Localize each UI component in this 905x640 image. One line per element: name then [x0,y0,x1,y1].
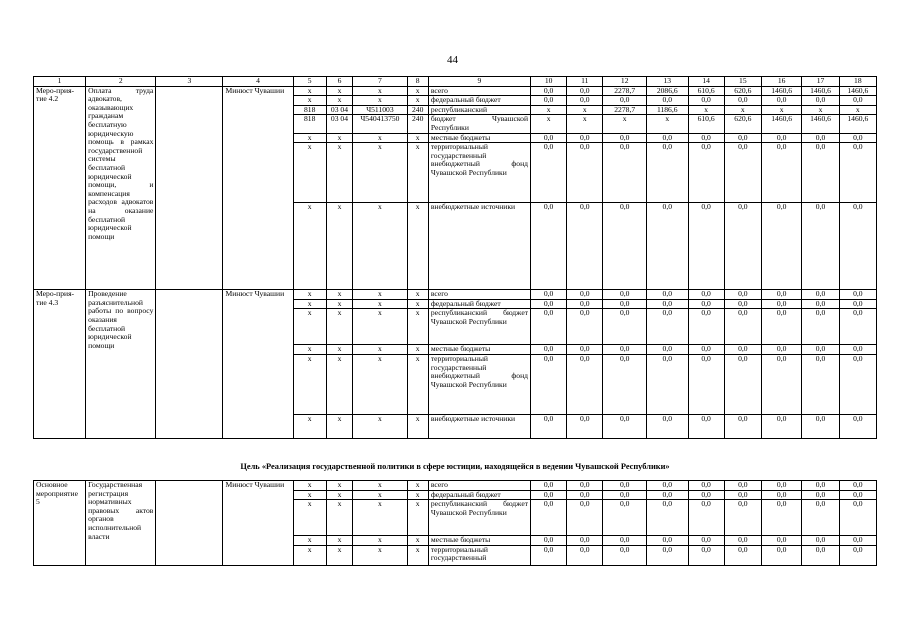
executor: Минюст Чувашии [223,86,293,290]
amount-cell: 0,0 [839,309,876,345]
amount-cell: 0,0 [567,354,603,414]
budget-code: x [326,345,353,355]
amount-cell: 0,0 [603,481,647,491]
budget-code: x [353,96,407,106]
amount-cell: x [802,105,839,115]
budget-code: x [407,299,428,309]
budget-code: x [326,299,353,309]
budget-table-bottom [33,480,877,566]
budget-code: 03 04 [326,115,353,133]
amount-cell: 0,0 [761,354,801,414]
goal-heading: Цель «Реализация государственной политики в сфере юстиции, находящейся в ведении Чувашской Республики» [240,462,670,471]
budget-table-top [33,76,877,439]
amount-cell: 0,0 [531,133,567,143]
amount-cell: 0,0 [724,490,761,500]
amount-cell: 0,0 [688,354,724,414]
budget-code: x [326,203,353,290]
amount-cell: 0,0 [647,536,689,546]
executor: Минюст Чувашии [223,481,293,566]
amount-cell: 0,0 [688,299,724,309]
amount-cell: 0,0 [688,309,724,345]
budget-code: x [293,299,326,309]
funding-source: внебюджетные источники [428,414,530,438]
budget-code: x [407,86,428,96]
amount-cell: 0,0 [761,481,801,491]
amount-cell: 0,0 [531,309,567,345]
amount-cell: 0,0 [688,133,724,143]
amount-cell: 620,6 [724,115,761,133]
funding-source: федеральный бюджет [428,96,530,106]
activity-goal [156,86,223,290]
budget-code: x [407,536,428,546]
funding-source: бюджет Чувашской Республики [428,115,530,133]
column-number: 3 [156,77,223,87]
budget-code: x [326,354,353,414]
budget-code: x [293,345,326,355]
amount-cell: 0,0 [802,500,839,536]
budget-code: x [326,490,353,500]
amount-cell: 0,0 [761,490,801,500]
budget-code: x [407,290,428,300]
activity-code: Меро-прия-тие 4.3 [34,290,86,439]
amount-cell: 0,0 [688,290,724,300]
amount-cell: 1460,6 [839,86,876,96]
budget-code: x [353,536,407,546]
budget-code: x [407,133,428,143]
amount-cell: 0,0 [761,500,801,536]
budget-code: x [293,545,326,565]
amount-cell: 0,0 [647,299,689,309]
budget-code: x [353,354,407,414]
budget-code: x [353,133,407,143]
amount-cell: 0,0 [603,203,647,290]
amount-cell: 0,0 [839,96,876,106]
amount-cell: 0,0 [603,414,647,438]
amount-cell: 0,0 [567,299,603,309]
amount-cell: 0,0 [724,290,761,300]
column-number: 13 [647,77,689,87]
amount-cell: 0,0 [802,545,839,565]
funding-source: внебюджетные источники [428,203,530,290]
amount-cell: 0,0 [761,414,801,438]
amount-cell: 1460,6 [761,86,801,96]
amount-cell: 0,0 [839,481,876,491]
amount-cell: x [761,105,801,115]
amount-cell: 0,0 [761,309,801,345]
amount-cell: 0,0 [647,490,689,500]
activity-goal [156,290,223,439]
amount-cell: 0,0 [567,500,603,536]
amount-cell: 0,0 [603,290,647,300]
column-number: 11 [567,77,603,87]
amount-cell: 1460,6 [839,115,876,133]
budget-code: x [326,500,353,536]
budget-code: x [407,500,428,536]
funding-source: республиканский бюджет Чувашской Республики [428,500,530,536]
budget-code: x [293,354,326,414]
funding-source: республиканский бюджет Чувашской Республики [428,309,530,345]
budget-code: x [407,481,428,491]
amount-cell: 0,0 [724,203,761,290]
amount-cell: 0,0 [531,481,567,491]
amount-cell: 0,0 [724,545,761,565]
budget-code: x [326,96,353,106]
amount-cell: 0,0 [802,96,839,106]
amount-cell: 0,0 [603,545,647,565]
column-number: 9 [428,77,530,87]
amount-cell: 0,0 [688,143,724,203]
amount-cell: 0,0 [761,536,801,546]
budget-code: Ч540413750 [353,115,407,133]
budget-code: x [407,354,428,414]
amount-cell: 0,0 [839,414,876,438]
amount-cell: 0,0 [839,133,876,143]
funding-source: территориальный государственный [428,545,530,565]
budget-code: x [353,143,407,203]
amount-cell: 0,0 [567,490,603,500]
budget-code: x [407,96,428,106]
amount-cell: 0,0 [802,536,839,546]
column-number: 16 [761,77,801,87]
amount-cell: 0,0 [531,203,567,290]
amount-cell: 0,0 [802,414,839,438]
budget-code: x [407,490,428,500]
amount-cell: x [647,115,689,133]
amount-cell: 0,0 [839,345,876,355]
funding-source: всего [428,86,530,96]
budget-code: x [293,86,326,96]
amount-cell: 0,0 [802,481,839,491]
amount-cell: 0,0 [839,299,876,309]
funding-source: территориальный государственный внебюджетный фонд Чувашской Республики [428,143,530,203]
amount-cell: 0,0 [647,345,689,355]
amount-cell: 1460,6 [761,115,801,133]
funding-source: всего [428,290,530,300]
column-number: 2 [86,77,156,87]
amount-cell: 0,0 [531,545,567,565]
budget-code: 240 [407,105,428,115]
amount-cell: 0,0 [603,309,647,345]
amount-cell: 1460,6 [802,86,839,96]
column-number: 8 [407,77,428,87]
amount-cell: 0,0 [839,500,876,536]
amount-cell: 0,0 [688,203,724,290]
budget-code: x [293,481,326,491]
amount-cell: 0,0 [802,299,839,309]
amount-cell: 0,0 [567,133,603,143]
budget-code: x [326,309,353,345]
amount-cell: 0,0 [567,309,603,345]
amount-cell: 0,0 [567,96,603,106]
budget-code: x [407,414,428,438]
amount-cell: 0,0 [724,143,761,203]
amount-cell: 0,0 [839,536,876,546]
activity-description: Государственная регистрация нормативных правовых актов органов исполнительной власти [86,481,156,566]
budget-code: x [353,203,407,290]
amount-cell: 0,0 [567,143,603,203]
amount-cell: 0,0 [688,490,724,500]
budget-code: x [293,414,326,438]
amount-cell: 0,0 [603,143,647,203]
amount-cell: 0,0 [647,96,689,106]
amount-cell: 2278,7 [603,86,647,96]
amount-cell: x [688,105,724,115]
amount-cell: 0,0 [603,299,647,309]
amount-cell: 0,0 [839,490,876,500]
activity-description: Проведение разъяснительной работы по вопросу оказания бесплатной юридической помощи [86,290,156,439]
column-number: 7 [353,77,407,87]
amount-cell: 610,6 [688,115,724,133]
amount-cell: x [567,105,603,115]
amount-cell: 2278,7 [603,105,647,115]
amount-cell: 0,0 [802,490,839,500]
budget-code: x [326,86,353,96]
column-number: 10 [531,77,567,87]
table-row [34,290,877,300]
amount-cell: 0,0 [567,86,603,96]
funding-source: федеральный бюджет [428,299,530,309]
amount-cell: 0,0 [531,299,567,309]
budget-code: x [326,133,353,143]
amount-cell: 0,0 [688,414,724,438]
budget-code: x [293,290,326,300]
executor: Минюст Чувашии [223,290,293,439]
budget-code: x [326,545,353,565]
column-number: 6 [326,77,353,87]
budget-code: x [353,290,407,300]
amount-cell: 0,0 [761,299,801,309]
budget-code: x [326,414,353,438]
amount-cell: 0,0 [761,203,801,290]
column-number: 1 [34,77,86,87]
amount-cell: 1186,6 [647,105,689,115]
amount-cell: 0,0 [688,536,724,546]
amount-cell: 0,0 [647,500,689,536]
amount-cell: 0,0 [839,143,876,203]
budget-code: Ч511003 [353,105,407,115]
amount-cell: 0,0 [531,96,567,106]
amount-cell: 2086,6 [647,86,689,96]
amount-cell: 0,0 [647,133,689,143]
column-number: 17 [802,77,839,87]
column-number: 12 [603,77,647,87]
amount-cell: 0,0 [724,481,761,491]
amount-cell: x [603,115,647,133]
budget-code: 818 [293,105,326,115]
amount-cell: 0,0 [724,309,761,345]
budget-code: x [353,545,407,565]
amount-cell: 1460,6 [802,115,839,133]
activity-code: Меро-прия-тие 4.2 [34,86,86,290]
amount-cell: 0,0 [839,203,876,290]
budget-code: x [293,96,326,106]
amount-cell: x [724,105,761,115]
budget-code: 240 [407,115,428,133]
table-row [34,481,877,491]
budget-code: x [293,133,326,143]
funding-source: местные бюджеты [428,345,530,355]
amount-cell: x [839,105,876,115]
amount-cell: 0,0 [839,290,876,300]
budget-code: x [353,414,407,438]
amount-cell: 0,0 [761,545,801,565]
amount-cell: 0,0 [567,545,603,565]
amount-cell: 0,0 [603,345,647,355]
column-number: 14 [688,77,724,87]
amount-cell: 0,0 [647,545,689,565]
budget-code: x [407,545,428,565]
amount-cell: 0,0 [647,354,689,414]
column-number: 4 [223,77,293,87]
amount-cell: 0,0 [724,354,761,414]
amount-cell: x [567,115,603,133]
amount-cell: 0,0 [688,545,724,565]
amount-cell: 0,0 [647,203,689,290]
amount-cell: 620,6 [724,86,761,96]
funding-source: республиканский [428,105,530,115]
column-number: 18 [839,77,876,87]
table-row [34,86,877,96]
amount-cell: 0,0 [802,133,839,143]
budget-code: x [353,481,407,491]
amount-cell: 0,0 [567,203,603,290]
amount-cell: 0,0 [724,414,761,438]
budget-code: x [293,490,326,500]
page-number: 44 [447,54,458,66]
budget-code: x [353,490,407,500]
activity-goal [156,481,223,566]
amount-cell: 0,0 [531,345,567,355]
amount-cell: 0,0 [761,133,801,143]
amount-cell: 0,0 [647,143,689,203]
amount-cell: 0,0 [567,481,603,491]
amount-cell: 0,0 [531,86,567,96]
amount-cell: 0,0 [531,354,567,414]
budget-code: x [353,345,407,355]
amount-cell: 0,0 [531,536,567,546]
budget-code: x [293,536,326,546]
amount-cell: 0,0 [531,290,567,300]
budget-code: x [293,203,326,290]
budget-code: x [326,290,353,300]
amount-cell: 0,0 [603,354,647,414]
amount-cell: x [531,105,567,115]
amount-cell: 0,0 [647,290,689,300]
budget-code: x [353,309,407,345]
amount-cell: 0,0 [531,143,567,203]
amount-cell: 0,0 [647,481,689,491]
amount-cell: 0,0 [802,143,839,203]
budget-code: x [293,500,326,536]
amount-cell: 0,0 [802,290,839,300]
amount-cell: 0,0 [724,96,761,106]
amount-cell: 0,0 [531,500,567,536]
budget-code: x [326,536,353,546]
amount-cell: 0,0 [647,414,689,438]
budget-code: x [407,345,428,355]
amount-cell: 0,0 [761,143,801,203]
amount-cell: 0,0 [603,500,647,536]
amount-cell: 0,0 [567,414,603,438]
budget-code: 818 [293,115,326,133]
funding-source: местные бюджеты [428,133,530,143]
funding-source: территориальный государственный внебюджетный фонд Чувашской Республики [428,354,530,414]
budget-code: x [353,299,407,309]
amount-cell: 0,0 [567,345,603,355]
budget-code: x [293,309,326,345]
amount-cell: 0,0 [761,290,801,300]
funding-source: местные бюджеты [428,536,530,546]
amount-cell: 0,0 [603,96,647,106]
amount-cell: 0,0 [603,490,647,500]
amount-cell: 0,0 [761,345,801,355]
amount-cell: 0,0 [802,354,839,414]
column-number: 15 [724,77,761,87]
budget-code: 03 04 [326,105,353,115]
amount-cell: 0,0 [567,536,603,546]
budget-code: x [407,143,428,203]
budget-code: x [353,500,407,536]
amount-cell: 0,0 [724,536,761,546]
amount-cell: 0,0 [531,490,567,500]
amount-cell: 0,0 [688,345,724,355]
amount-cell: 0,0 [802,203,839,290]
amount-cell: 0,0 [839,545,876,565]
amount-cell: 0,0 [724,133,761,143]
amount-cell: 0,0 [603,133,647,143]
activity-code: Основное мероприятие 5 [34,481,86,566]
budget-code: x [326,481,353,491]
column-number-row [34,77,877,87]
amount-cell: 0,0 [724,345,761,355]
budget-code: x [407,309,428,345]
amount-cell: 0,0 [724,299,761,309]
budget-code: x [293,143,326,203]
amount-cell: 610,6 [688,86,724,96]
amount-cell: 0,0 [724,500,761,536]
budget-code: x [353,86,407,96]
amount-cell: x [531,115,567,133]
column-number: 5 [293,77,326,87]
funding-source: всего [428,481,530,491]
amount-cell: 0,0 [761,96,801,106]
funding-source: федеральный бюджет [428,490,530,500]
amount-cell: 0,0 [567,290,603,300]
amount-cell: 0,0 [802,309,839,345]
amount-cell: 0,0 [802,345,839,355]
amount-cell: 0,0 [839,354,876,414]
amount-cell: 0,0 [688,500,724,536]
amount-cell: 0,0 [688,96,724,106]
amount-cell: 0,0 [531,414,567,438]
budget-code: x [407,203,428,290]
amount-cell: 0,0 [688,481,724,491]
activity-description: Оплата труда адвокатов, оказывающих гражданам бесплатную юридическую помощь в рамках государственной системы бесплатной юридической помощи, и компенсация расходов адвокатов на оказание бесплатной юридической помощи [86,86,156,290]
budget-code: x [326,143,353,203]
amount-cell: 0,0 [647,309,689,345]
amount-cell: 0,0 [603,536,647,546]
